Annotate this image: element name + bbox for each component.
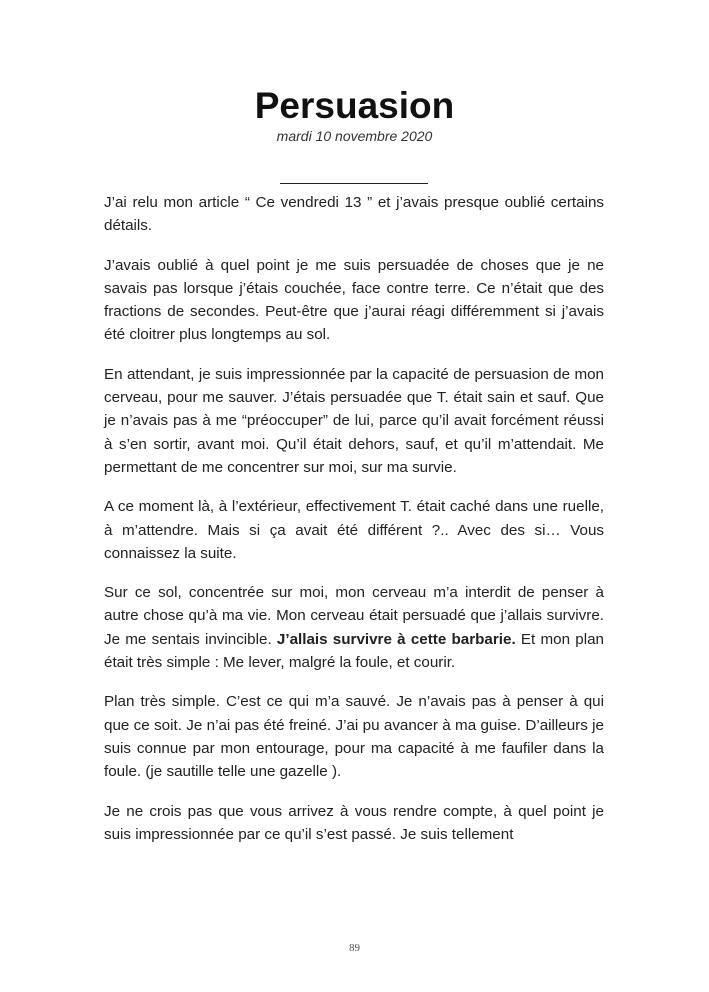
title-separator: [280, 183, 428, 184]
article-body: [104, 191, 604, 862]
article-date: mardi 10 novembre 2020: [276, 128, 433, 144]
bold-sentence: J’allais survivre à cette barbarie.: [276, 630, 516, 648]
paragraph: J’ai relu mon article “ Ce vendredi 13 ” et j’avais presque oublié certains détails.: [104, 194, 604, 235]
paragraph: [104, 581, 604, 674]
paragraph-text: Et mon plan était très simple : Me lever, malgré la foule, et courir.: [104, 630, 605, 672]
paragraph: Plan très simple. C’est ce qui m’a sauvé. Je n’avais pas à penser à qui que ce soit. Je n’ai pas été freiné. J’ai pu avancer à ma guise. D’ailleurs je suis connue par mon entourage, pour ma capacité à me faufiler dans la foule. (je sautille telle une gazelle ).: [104, 693, 604, 781]
paragraph: Je ne crois pas que vous arrivez à vous rendre compte, à quel point je suis impressionnée par ce qu’il s’est passé. Je suis tellement: [104, 802, 604, 843]
page-title: Persuasion: [254, 85, 455, 126]
paragraph: J’avais oublié à quel point je me suis persuadée de choses que je ne savais pas lorsque j’étais couchée, face contre terre. Ce n’était que des fractions de secondes. Peut-être que j’aurai réagi différemment si j’avais été cloitrer plus longtemps au sol.: [104, 256, 604, 344]
paragraph-text: Sur ce sol, concentrée sur moi, mon cerveau m’a interdit de penser à autre chose qu’à ma vie. Mon cerveau était persuadé que j’allais survivre. Je me sentais invincible.: [104, 584, 604, 648]
paragraph: En attendant, je suis impressionnée par la capacité de persuasion de mon cerveau, pour me sauver. J’étais persuadée que T. était sain et sauf. Que je n’avais pas à me “préoccuper” de lui, parce qu’il avait forcément réussi à s’en sortir, avant moi. Qu’il était dehors, sauf, et qu’il m’attendait. Me permettant de me concentrer sur moi, sur ma survie.: [104, 365, 604, 476]
page-number: 89: [349, 942, 360, 954]
paragraph: A ce moment là, à l’extérieur, effectivement T. était caché dans une ruelle, à m’attendre. Mais si ça avait été différent ?.. Avec des si… Vous connaissez la suite.: [104, 498, 604, 562]
